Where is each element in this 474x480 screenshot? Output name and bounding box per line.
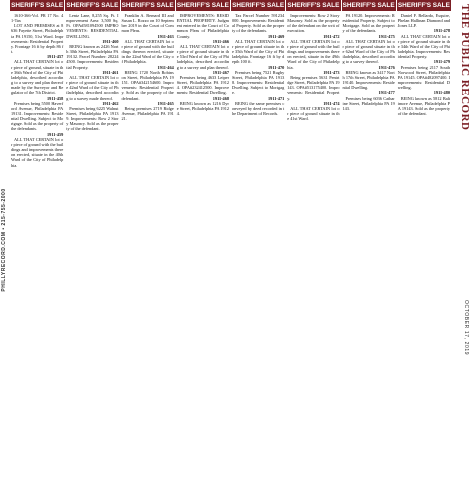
column-header: SHERIFF'S SALE bbox=[232, 2, 285, 9]
website-phone-text: PHILLYRECORD.COM • 215-755-2000 bbox=[1, 188, 7, 292]
column-header: SHERIFF'S SALE bbox=[11, 2, 64, 9]
sale-number: 1911-469 bbox=[268, 33, 285, 39]
listing-paragraph: Franklin A. Bernard III and Susan L. Rozzo on 10 September 2019 in the Court of Common Pleas. bbox=[121, 13, 174, 34]
sale-number: 1911-471 bbox=[268, 95, 285, 101]
listing-column bbox=[286, 13, 340, 477]
listing-column bbox=[176, 13, 230, 477]
sale-number: 1911-459 bbox=[47, 131, 64, 137]
sale-number: 1911-464 bbox=[157, 64, 174, 70]
listing-paragraph: Lentz Lane, 8,255 Sq. Ft. Improvement Area: 3,500 Sq. Ft. OPA#581094500 IMPROVEMENTS: RESIDENTIAL DWELLING. bbox=[66, 13, 119, 39]
sale-number: 1911-479 bbox=[433, 59, 450, 65]
listing-paragraph: LOT AND PREMISES at 8636 Fayette Street, Philadelphia PA 19150, 51st Ward. Improvements: Residential Property. Frontage 16 ft by depth 86 ft. bbox=[11, 23, 64, 55]
listing-paragraph: BEING the same premises conveyed by deed recorded in the Department of Records. bbox=[232, 100, 285, 116]
sale-number: 1911-470 bbox=[268, 64, 285, 70]
sale-number: 1911-472 bbox=[323, 33, 340, 39]
listing-paragraph: Premises being 2117 South Norwood Street, Philadelphia PA 19145. OPA#482097400. Improvements: Residential Dwelling. bbox=[397, 64, 450, 91]
listing-column bbox=[231, 13, 285, 477]
listing-paragraph: ALL THAT CERTAIN lot or piece of ground, situate in the 36th Ward of the City of Philadelphia, described according to a survey and plan thereof made by the Surveyor and Regulator of the 7th District. bbox=[11, 59, 64, 96]
listing-paragraph: ALL THAT CERTAIN lot or piece of ground situate in the 53rd Ward of the City of Philadelphia, described according to a survey and plan thereof. bbox=[176, 43, 229, 70]
listing-paragraph: BEING known as 3417 North 17th Street, Philadelphia PA 19140. Improvements: Residential Dwelling. bbox=[342, 69, 395, 91]
right-margin-strip bbox=[454, 0, 474, 480]
listing-paragraph: ALL THAT CERTAIN lot or piece of ground situate in the 42nd Ward of the City of Philadelphia, described according to a survey made thereof. bbox=[66, 74, 119, 101]
listing-paragraph: ALL THAT CERTAIN lot or piece of ground with the buildings and improvements thereon erected, situate in the 49th Ward of the City of Philadelphia. bbox=[287, 38, 340, 70]
sale-number: 1911-478 bbox=[433, 28, 450, 34]
column-header: SHERIFF'S SALE bbox=[342, 2, 395, 9]
sale-number: 1911-473 bbox=[323, 69, 340, 75]
listing-paragraph: Being premises 2719 Ridge Avenue, Philadelphia PA 19121. bbox=[121, 105, 174, 122]
sale-number: 1911-463 bbox=[157, 33, 174, 39]
sale-number: 1911-475 bbox=[378, 33, 395, 39]
listing-paragraph: Premises being 6225 Walnut Street, Philadelphia PA 19139. Improvements: Row 2 Story Masonry. Sold as the property of the defendant. bbox=[66, 105, 119, 132]
listing-column bbox=[397, 13, 451, 477]
listing-paragraph: BEING 1720 North Robinson Street, Philadelphia PA 19151. OPA#342154600. Improvements: Residential Property. Sold as the property of the defendant. bbox=[121, 69, 174, 101]
sale-number: 1911-462 bbox=[102, 100, 119, 106]
listing-paragraph: Premises being 7521 Rugby Street, Philadelphia PA 19138. Improvements: Residential Dwelling. Subject to Mortgage. bbox=[232, 69, 285, 96]
sale-number: 1911-477 bbox=[378, 90, 395, 96]
listing-column bbox=[121, 13, 175, 477]
listing-paragraph: Being premises 5631 Pentridge Street, Philadelphia PA 19143. OPA#513175400. Improvements: Residential Property. bbox=[287, 74, 340, 101]
listing-column bbox=[342, 13, 396, 477]
listing-paragraph: ALL THAT CERTAIN lot or piece of ground situate in the 34th Ward of the City of Philadelphia. Improvements: Residential Property. bbox=[397, 33, 450, 60]
column-header: SHERIFF'S SALE bbox=[66, 2, 119, 9]
listing-paragraph: ALL THAT CERTAIN lot or piece of ground situate in the 41st Ward. bbox=[287, 105, 340, 122]
publication-title: THE PUBLIC RECORD bbox=[459, 4, 471, 131]
issue-date: OCTOBER 17, 2019 bbox=[463, 300, 469, 356]
listing-paragraph: BEING known as 1216 Dyre Street, Philadelphia PA 19124. bbox=[176, 100, 229, 116]
listing-paragraph: ALL THAT CERTAIN lot or piece of ground situate in the 35th Ward of the City of Philadelphia. Frontage 16 ft by depth 100 ft. bbox=[232, 38, 285, 65]
listing-paragraph: Improvements: Row 2 Story Masonry. Sold as the property of the defendant on the writ of execution. bbox=[287, 13, 340, 34]
column-header: SHERIFF'S SALE bbox=[121, 2, 174, 9]
listing-paragraph: BEING known as 5812 Baltimore Avenue, Philadelphia PA 19143. Sold as the property of the defendant. bbox=[397, 95, 450, 116]
column-headers bbox=[10, 0, 452, 11]
listing-paragraph: BEING known as 2426 North 30th Street, Philadelphia PA 19132. Parcel Number: 282244500. Improvements: Residential Property. bbox=[66, 43, 119, 70]
sale-number: 1911-468 bbox=[212, 95, 229, 101]
sale-number: 1911-476 bbox=[378, 64, 395, 70]
listing-paragraph: Premises being 6036 Catharine Street, Philadelphia PA 19143. bbox=[342, 95, 395, 111]
sale-number: 1911-467 bbox=[212, 69, 229, 75]
listing-paragraph: ALL THAT CERTAIN lot or piece of ground with the buildings thereon erected, situate in the 22nd Ward of the City of Philadelphia. bbox=[121, 38, 174, 65]
listing-paragraph: ALL THAT CERTAIN lot or piece of ground situate in the 62nd Ward of the City of Philadelphia, described according to a survey thereof. bbox=[342, 38, 395, 65]
column-header: SHERIFF'S SALE bbox=[397, 2, 450, 9]
listing-columns bbox=[10, 13, 452, 477]
sale-number: 1911-465 bbox=[157, 100, 174, 106]
left-margin-strip bbox=[0, 0, 9, 480]
listing-paragraph: Premises being 5500 Haverford Avenue, Philadelphia PA 19131. Improvements: Residential Dwelling. Subject to Mortgage. Sold as the property of the defendants. bbox=[11, 100, 64, 132]
listing-paragraph: IMPROVEMENTS: RESIDENTIAL PROPERTY. Judgment entered in the Court of Common Pleas of Philadelphia County. bbox=[176, 13, 229, 39]
sale-number: 1911-457 bbox=[47, 54, 64, 60]
listing-paragraph: 1610-366-Vol. PR 17 No. 41-Tax bbox=[11, 13, 64, 24]
sale-number: 1911-458 bbox=[47, 95, 64, 101]
listing-column bbox=[10, 13, 64, 477]
listing-paragraph: Premises being 4633 Leiper Street, Philadelphia PA 19124. OPA#232412500. Improvements: Residential Dwelling. bbox=[176, 74, 229, 96]
listing-paragraph: ALL THAT CERTAIN lot or piece of ground with the buildings and improvements thereon erected, situate in the 40th Ward of the City of Philadelphia. bbox=[11, 136, 64, 168]
column-header: SHERIFF'S SALE bbox=[176, 2, 229, 9]
sale-number: 1911-466 bbox=[212, 38, 229, 44]
sale-number: 1911-461 bbox=[102, 69, 119, 75]
listing-paragraph: PA 19120. Improvements: Residential Property. Subject to Mortgage. Sold as the property of the defendants. bbox=[342, 13, 395, 34]
listing-paragraph: Daniel F. Bellardo, Esquire, Phelan Hallinan Diamond and Jones LLP. bbox=[397, 13, 450, 29]
sale-number: 1911-460 bbox=[102, 38, 119, 44]
column-header: SHERIFF'S SALE bbox=[287, 2, 340, 9]
listing-column bbox=[65, 13, 119, 477]
sale-number: 1911-480 bbox=[433, 90, 450, 96]
listing-paragraph: Tax Parcel Number 591234000. Improvements: Residential Property. Sold as the property of the defendants. bbox=[232, 13, 285, 34]
sale-number: 1911-474 bbox=[323, 100, 340, 106]
